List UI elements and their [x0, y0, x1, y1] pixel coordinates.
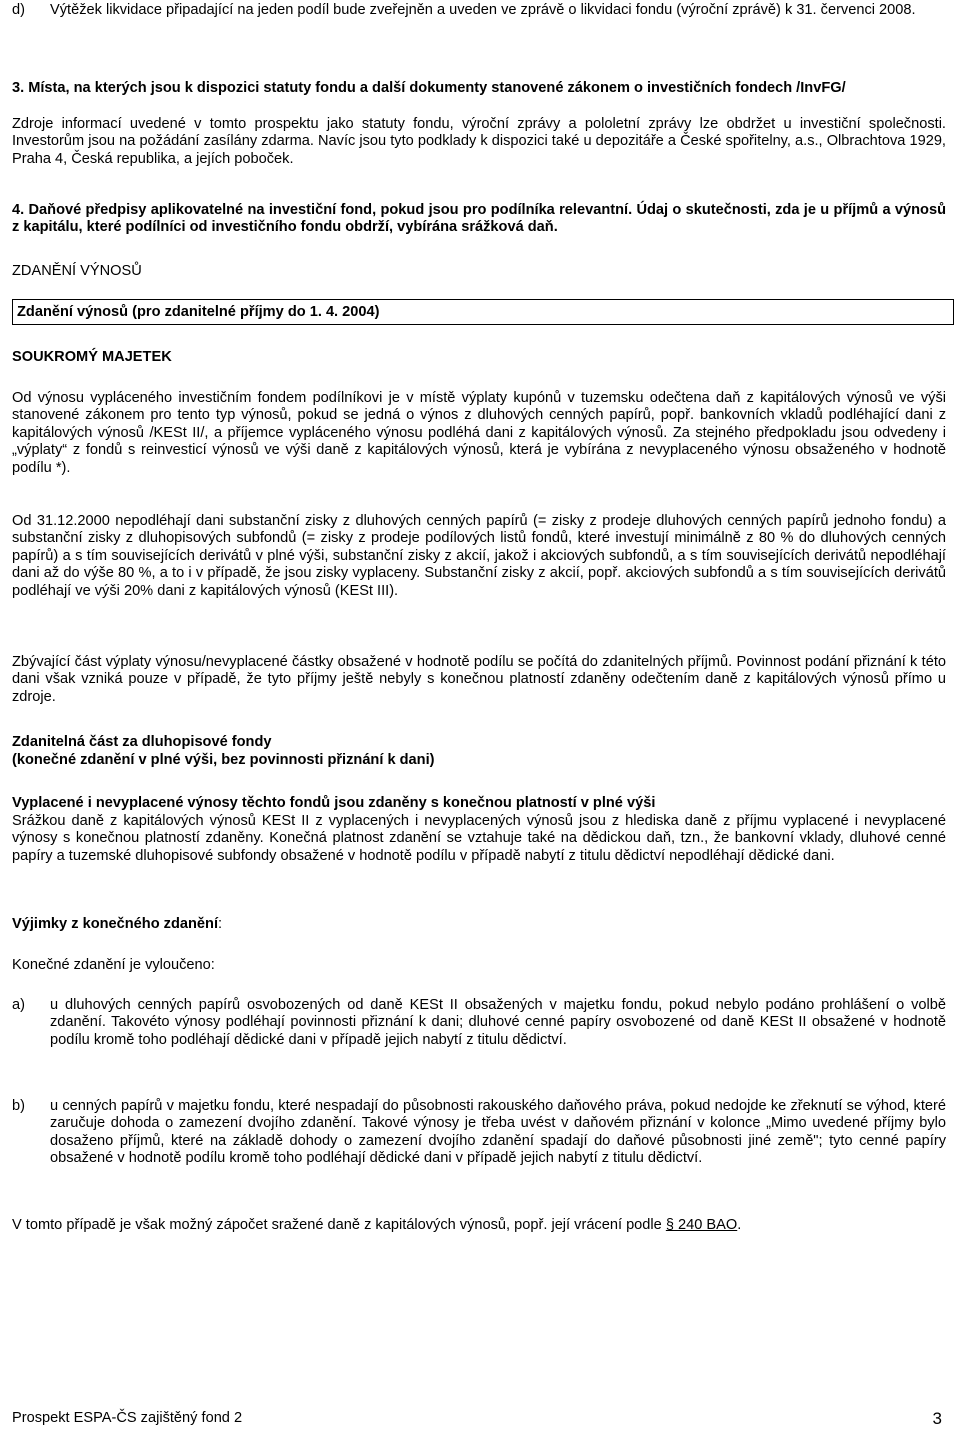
exceptions-title-suffix: : [218, 916, 223, 932]
exceptions-title-line [12, 916, 946, 933]
closing-reference: § 240 BAO [665, 1217, 738, 1233]
exception-item-b-label: b) [12, 1098, 25, 1114]
item-d-text: Výtěžek likvidace připadající na jeden podíl bude zveřejněn a uveden ve zprávě o likvidaci fondu (výroční zprávě) k 31. červenci 2008. [50, 2, 916, 18]
paragraph-2: Od 31.12.2000 nepodléhají dani substanční zisky z dluhových cenných papírů (= zisky z prodeje dluhových cenných papírů jednoho fondu) a substanční zisky z dluhopisových subfondů (= zisky z prodeje podílových listů fondů, které investují minimálně z 80 % do dluhových cenných papírů) a s tím souvisejících derivátů v plné výši, substanční zisky z akcií, jakož i akciových subfondů, a s tím souvisejících derivátů nepodléhají dani až do výše 80 %, a to i v případě, že jsou zisky vyplaceny. Substanční zisky z akcií, popř. akciových subfondů a s tím souvisejících derivátů podléhají ve výši 20% dani z kapitálových výnosů (KESt III). [12, 513, 946, 599]
bond-section-subtitle: Vyplacené i nevyplacené výnosy těchto fondů jsou zdaněny s konečnou platností v plné výši [12, 795, 656, 811]
closing-text: V tomto případě je však možný zápočet sražené daně z kapitálových výnosů, popř. její vrácení podle [12, 1217, 662, 1233]
item-d [12, 2, 946, 19]
closing-paragraph [12, 1217, 946, 1234]
section-3-body: Zdroje informací uvedené v tomto prospektu jako statuty fondu, výroční zprávy a pololetní zprávy lze obdržet u investiční společnosti. Investorům jsou na požádání zasílány zdarma. Navíc jsou tyto podklady k dispozici také u depozitáře a České spořitelny, a.s., Olbrachtova 1929, Praha 4, Česká republika, a jejích poboček. [12, 116, 946, 167]
taxation-title: ZDANĚNÍ VÝNOSŮ [12, 263, 142, 279]
section-4-heading: 4. Daňové předpisy aplikovatelné na investiční fond, pokud jsou pro podílníka relevantní. Údaj o skutečnosti, zda je u příjmů a výnosů z kapitálu, které podílníci od investičního fondu obdrží, vybírána srážková daň. [12, 202, 946, 236]
paragraph-3: Zbývající část výplaty výnosu/nevyplacené částky obsažené v hodnotě podílu se počítá do zdanitelných příjmů. Povinnost podání přiznání k této dani však vzniká pouze v případě, že tyto příjmy ještě nebyly s konečnou platností zdaněny odečtením daně z kapitálových výnosů přímo u zdroje. [12, 654, 946, 705]
exceptions-title: Výjimky z konečného zdanění [12, 916, 218, 932]
bond-section-title-1: Zdanitelná část za dluhopisové fondy [12, 734, 272, 750]
exception-item-a-label: a) [12, 997, 25, 1013]
boxed-title-frame [12, 299, 954, 325]
footer-document-title: Prospekt ESPA-ČS zajištěný fond 2 [12, 1410, 243, 1426]
page-footer [12, 1410, 942, 1427]
closing-end: . [737, 1217, 742, 1233]
bond-section-title-2: (konečné zdanění v plné výši, bez povinnosti přiznání k dani) [12, 752, 435, 768]
exception-item-b [12, 1098, 946, 1168]
private-assets-title: SOUKROMÝ MAJETEK [12, 349, 172, 365]
boxed-title: Zdanění výnosů (pro zdanitelné příjmy do 1. 4. 2004) [12, 299, 954, 325]
exception-item-a [12, 997, 946, 1049]
section-3-heading: 3. Místa, na kterých jsou k dispozici statuty fondu a další dokumenty stanovené zákonem o investičních fondech /InvFG/ [12, 80, 846, 96]
exception-item-b-text: u cenných papírů v majetku fondu, které nespadají do působnosti rakouského daňového práva, pokud nedojde ke zřeknutí se výhod, které zaručuje dohoda o zamezení dvojího zdanění. Takové výnosy je třeba uvést v daňovém přiznání v kolonce „Mimo uvedené příjmy bylo dosaženo příjmů, které na základě dohody o zamezení dvojího zdanění spadají do daňové působnosti jiné země"; tyto cenné papíry obsažené v hodnotě podílu kromě toho podléhají dědické dani v případě jejich nabytí z titulu dědictví. [50, 1098, 946, 1167]
exceptions-intro: Konečné zdanění je vyloučeno: [12, 957, 215, 973]
item-d-label: d) [12, 2, 25, 18]
exception-item-a-text: u dluhových cenných papírů osvobozených od daně KESt II obsažených v majetku fondu, pokud nebylo podáno prohlášení o volbě zdanění. Takovéto výnosy podléhají povinnosti přiznání k dani; dluhové cenné papíry osvobozené od daně KESt II obsažené v hodnotě podílu kromě toho podléhají dědické dani v případě jejich nabytí z titulu dědictví. [50, 997, 946, 1048]
footer-page-number: 3 [932, 1409, 942, 1428]
bond-section-body: Srážkou daně z kapitálových výnosů KESt II z vyplacených i nevyplacených výnosů jsou z hlediska daně z příjmu vyplacené i nevyplacené výnosy s konečnou platností zdaněny. Konečná platnost zdanění se vztahuje také na dědickou daň, tzn., že bankovní vklady, dluhové cenné papíry a tuzemské dluhopisové subfondy obsažené v hodnotě podílu v případě nabytí z titulu dědictví nepodléhají dědické dani. [12, 813, 946, 864]
paragraph-1: Od výnosu vypláceného investičním fondem podílníkovi je v místě výplaty kupónů v tuzemsku odečtena daň z kapitálových výnosů ve výši stanovené zákonem pro tento typ výnosů, pokud se jedná o výnos z dluhových cenných papírů, popř. bankovních vkladů podléhající dani z kapitálových výnosů /KESt II/, a příjemce vypláceného výnosu podléhá dani z kapitálových výnosů. Za stejného předpokladu jsou odvedeny i „výplaty“ z fondů s reinvesticí výnosů ve výši daně z kapitálových výnosů, která je vybírána z nevyplaceného výnosu obsaženého v hodnotě podílu *). [12, 390, 946, 476]
